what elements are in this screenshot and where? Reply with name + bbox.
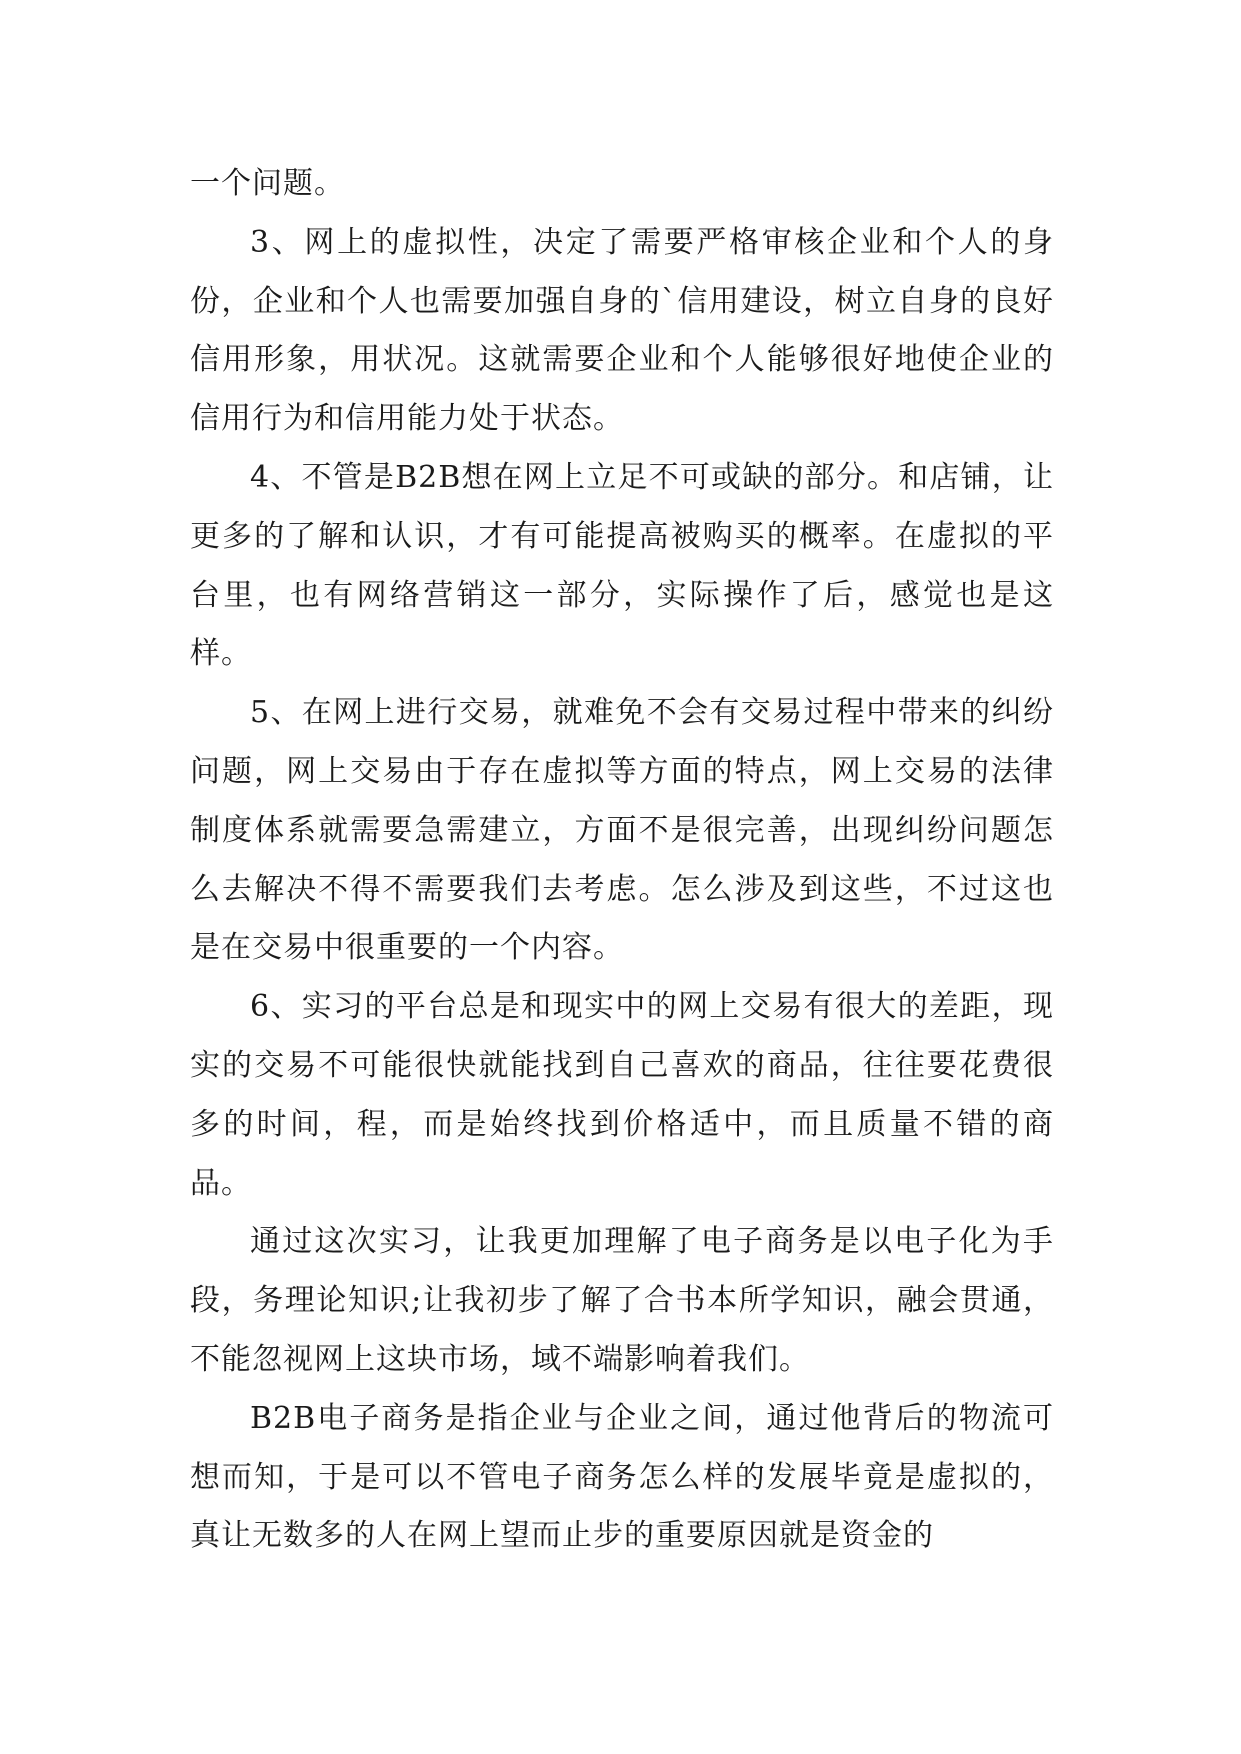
paragraph-4: 5、在网上进行交易，就难免不会有交易过程中带来的纠纷问题，网上交易由于存在虚拟等方面的特点，网上交易的法律制度体系就需要急需建立，方面不是很完善，出现纠纷问题怎么去解决不得不需要我们去考虑。怎么涉及到这些，不过这也是在交易中很重要的一个内容。 [190, 695, 1054, 966]
paragraph-7: B2B电子商务是指企业与企业之间，通过他背后的物流可想而知，于是可以不管电子商务怎么样的发展毕竟是虚拟的，真让无数多的人在网上望而止步的重要原因就是资金的 [190, 1400, 1054, 1554]
paragraph-1: 一个问题。 [190, 166, 345, 201]
document-body [190, 155, 1054, 1566]
paragraph-2: 3、网上的虚拟性，决定了需要严格审核企业和个人的身份，企业和个人也需要加强自身的`信用建设，树立自身的良好信用形象，用状况。这就需要企业和个人能够很好地使企业的信用行为和信用能力处于状态。 [190, 224, 1054, 437]
paragraph-6: 通过这次实习，让我更加理解了电子商务是以电子化为手段，务理论知识;让我初步了解了合书本所学知识，融会贯通，不能忽视网上这块市场，域不端影响着我们。 [190, 1224, 1054, 1377]
paragraph-5: 6、实习的平台总是和现实中的网上交易有很大的差距，现实的交易不可能很快就能找到自己喜欢的商品，往往要花费很多的时间，程，而是始终找到价格适中，而且质量不错的商品。 [190, 989, 1054, 1201]
paragraph-3: 4、不管是B2B想在网上立足不可或缺的部分。和店铺，让更多的了解和认识，才有可能提高被购买的概率。在虚拟的平台里，也有网络营销这一部分，实际操作了后，感觉也是这样。 [190, 459, 1054, 672]
